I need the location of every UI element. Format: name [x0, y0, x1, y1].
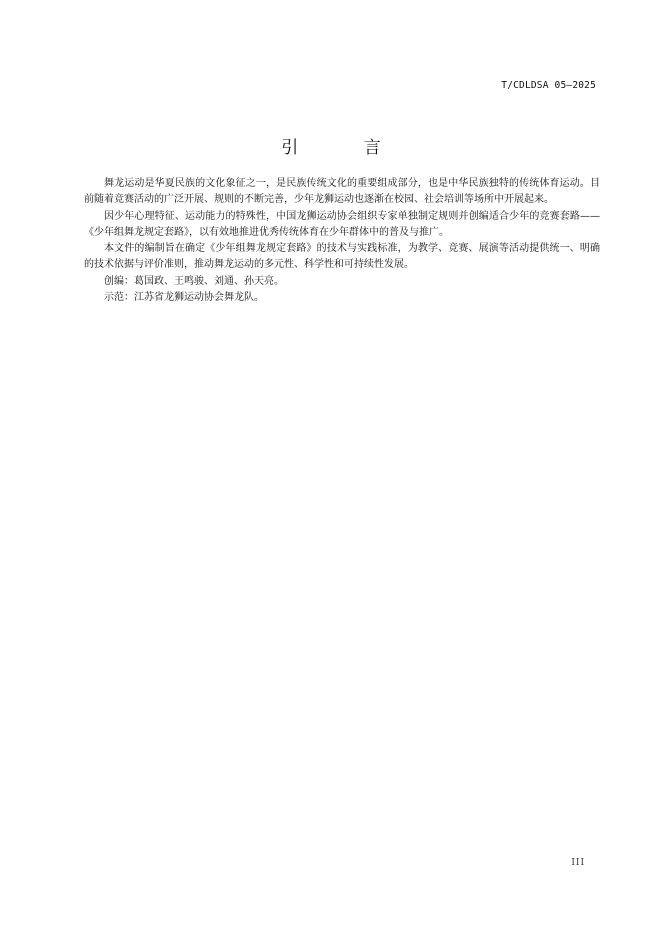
page-number: III [571, 858, 585, 868]
paragraph-demonstration: 示范：江苏省龙狮运动协会舞龙队。 [104, 292, 264, 304]
page-title: 引 言 [281, 138, 411, 158]
document-code: T/CDLDSA 05—2025 [501, 80, 596, 91]
paragraph-purpose: 因少年心理特征、运动能力的特殊性，中国龙狮运动协会组织专家单独制定规则并创编适合少年的竞赛套路——《少年组舞龙规定套路》，以有效地推进优秀传统体育在少年群体中的普及与推广。 [84, 210, 600, 238]
paragraph-background: 舞龙运动是华夏民族的文化象征之一，是民族传统文化的重要组成部分，也是中华民族独特的传统体育运动。目前随着竞赛活动的广泛开展、规则的不断完善，少年龙狮运动也逐渐在校园、社会培训等场所中开展起来。 [84, 178, 600, 206]
introduction-body [84, 176, 600, 306]
paragraph-objective: 本文件的编制旨在确定《少年组舞龙规定套路》的技术与实践标准，为教学、竞赛、展演等活动提供统一、明确的技术依据与评价准则，推动舞龙运动的多元性、科学性和可持续性发展。 [84, 243, 600, 271]
paragraph-authors: 创编：葛国政、王鸣骏、刘通、孙天亮。 [104, 275, 284, 287]
